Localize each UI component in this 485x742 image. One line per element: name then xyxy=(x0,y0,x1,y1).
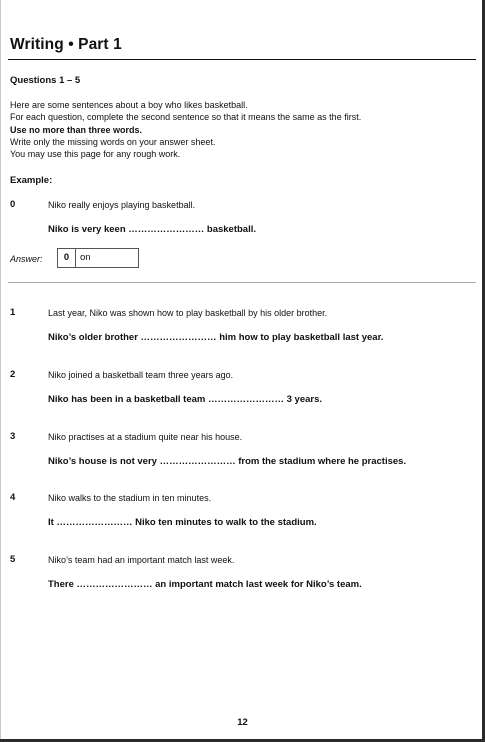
question-number: 3 xyxy=(10,431,16,442)
page-title: Writing • Part 1 xyxy=(10,36,122,53)
instruction-line: Here are some sentences about a boy who likes basketball. xyxy=(10,100,248,110)
example-transformation: Niko is very keen …………………… basketball. xyxy=(48,224,257,235)
questions-range: Questions 1 – 5 xyxy=(10,75,81,86)
question-number: 2 xyxy=(10,369,16,380)
answer-number: 0 xyxy=(58,249,76,267)
example-label: Example: xyxy=(10,175,53,186)
question-sentence: Niko joined a basketball team three years ago. xyxy=(48,370,234,380)
question-transformation: Niko’s house is not very …………………… from the stadium where he practises. xyxy=(48,456,407,467)
answer-label: Answer: xyxy=(10,254,43,264)
question-number: 5 xyxy=(10,554,16,565)
instruction-line: You may use this page for any rough work. xyxy=(10,149,181,160)
instruction-line-bold: Use no more than three words. xyxy=(10,124,143,135)
question-number: 1 xyxy=(10,307,16,318)
question-transformation: Niko’s older brother …………………… him how to play basketball last year. xyxy=(48,332,384,343)
page-left-edge xyxy=(0,0,1,742)
question-sentence: Niko walks to the stadium in ten minutes. xyxy=(48,493,212,503)
instruction-line: Write only the missing words on your answer sheet. xyxy=(10,136,216,147)
instruction-line: For each question, complete the second sentence so that it means the same as the first. xyxy=(10,112,362,123)
question-transformation: There …………………… an important match last week for Niko’s team. xyxy=(48,579,362,590)
answer-value: on xyxy=(80,252,91,263)
question-sentence: Niko practises at a stadium quite near his house. xyxy=(48,432,243,442)
question-sentence: Niko’s team had an important match last week. xyxy=(48,555,235,565)
question-number: 4 xyxy=(10,492,16,503)
example-sentence: Niko really enjoys playing basketball. xyxy=(48,200,196,210)
answer-box xyxy=(57,248,139,268)
section-divider xyxy=(8,282,476,283)
title-divider xyxy=(8,59,476,60)
instructions xyxy=(10,99,470,160)
example-number: 0 xyxy=(10,199,16,210)
question-sentence: Last year, Niko was shown how to play basketball by his older brother. xyxy=(48,308,328,318)
page-number: 12 xyxy=(237,717,248,728)
question-transformation: It …………………… Niko ten minutes to walk to the stadium. xyxy=(48,517,317,528)
question-transformation: Niko has been in a basketball team …………………… 3 years. xyxy=(48,394,323,405)
